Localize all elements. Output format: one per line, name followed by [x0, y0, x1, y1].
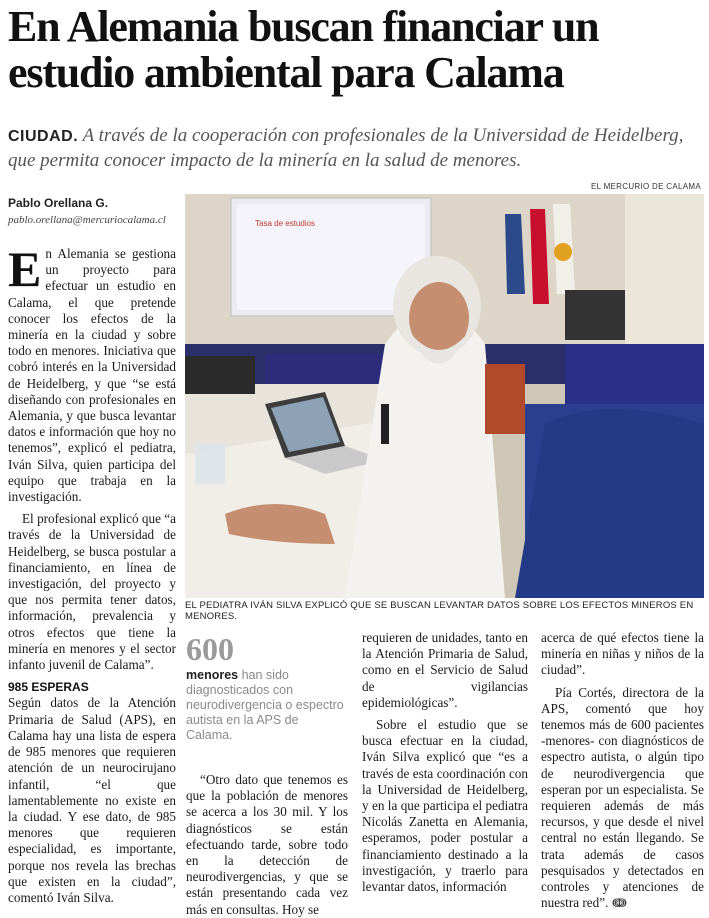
- screen-heading: Tasa de estudios: [255, 219, 316, 228]
- headline: En Alemania buscan financiar un estudio ambiental para Calama: [8, 2, 599, 97]
- article-photo: [185, 194, 704, 598]
- deck: [8, 124, 703, 173]
- photo-illustration: [185, 194, 704, 598]
- dropcap: E: [8, 241, 42, 297]
- pull-quote-number: 600: [186, 631, 234, 667]
- col1-paragraph-3: Según datos de la Atención Primaria de Salud (APS), en Calama hay una lista de espera de 985 menores que requieren atención de un neurocirujano infantil, “el que lamentablemente no existe en la ciudad. Y ese dato, de 985 menores que requieren especialidad, es importante, porque nos revela las brechas que existen en la ciudad”, comentó Iván Silva.: [8, 695, 176, 905]
- column-1: [8, 241, 176, 906]
- column-2: [186, 772, 348, 918]
- end-mark-icon: ↈ: [612, 895, 627, 911]
- col1-paragraph-1: En Alemania se gestiona un proyecto para efectuar un estudio en Calama, el que pretende conocer los efectos de la minería en la ciudad y sobre todo en menores. Iniciativa que cobró interés en la Universidad de Heidelberg, y que “se está diseñando con profesionales en Alemania, y que busca levantar datos e información que hoy no tenemos”, explicó el pediatra, Iván Silva, quien participa del equipo que trabaja en la investigación.: [8, 241, 176, 505]
- col4-paragraph-2: Pía Cortés, directora de la APS, comentó que hoy tenemos más de 600 pacientes -menores- con diagnósticos de espectro autista, o algún tipo de neurodivergencia que esperan por un especialista. Se requieren además de más recursos, y que desde el nivel central no están llegando. Se trata además de casos pesquisados y detectados en controles y atenciones de nuestra red”. ↈ: [541, 684, 704, 911]
- pull-quote-text: menores han sido diagnosticados con neurodivergencia o espectro autista en la APS de Calama.: [186, 668, 344, 742]
- col3-paragraph-1: requieren de unidades, tanto en la Atención Primaria de Salud, como en el Servicio de Salud de vigilancias epidemiológicas”.: [362, 630, 528, 710]
- column-3: [362, 630, 528, 895]
- photo-credit: EL MERCURIO DE CALAMA: [590, 182, 701, 191]
- col4-paragraph-1: acerca de qué efectos tiene la minería en niñas y niños de la ciudad”.: [541, 630, 704, 678]
- col3-paragraph-2: Sobre el estudio que se busca efectuar en la ciudad, Iván Silva explicó que “es a través de esta coordinación con la Universidad de Heidelberg, y en la que participa el pediatra Nicolás Zanetta en Alemania, esperamos, poder postular a financiamiento destinado a la investigación, y traerlo para levantar datos, información: [362, 717, 528, 895]
- deck-kicker: CIUDAD.: [8, 128, 79, 145]
- author-name: Pablo Orellana G.: [8, 196, 109, 210]
- deck-text: A través de la cooperación con profesionales de la Universidad de Heidelberg, que permita conocer impacto de la minería en la salud de menores.: [8, 125, 684, 171]
- col2-paragraph-1: “Otro dato que tenemos es que la población de menores se acerca a los 30 mil. Y los diagnósticos se están efectuando tarde, sobre todo en la detección de neurodivergencias, y que se están presentando cada vez más en consultas. Hoy se: [186, 772, 348, 917]
- col1-paragraph-2: El profesional explicó que “a través de la Universidad de Heidelberg, se busca postular a financiamiento, en línea de investigación, del proyecto y que nos permita tener datos, información, prevalencia y otros efectos que tiene la minería en menores y el sector infanto juvenil de Calama”.: [8, 511, 176, 673]
- column-4: [541, 630, 704, 911]
- subhead-985-esperas: 985 ESPERAS: [8, 680, 89, 695]
- author-email[interactable]: pablo.orellana@mercuriocalama.cl: [8, 214, 166, 226]
- pull-quote: [186, 632, 346, 743]
- photo-caption: EL PEDIATRA IVÁN SILVA EXPLICÓ QUE SE BUSCAN LEVANTAR DATOS SOBRE LOS EFECTOS MINEROS EN MENORES.: [185, 600, 694, 622]
